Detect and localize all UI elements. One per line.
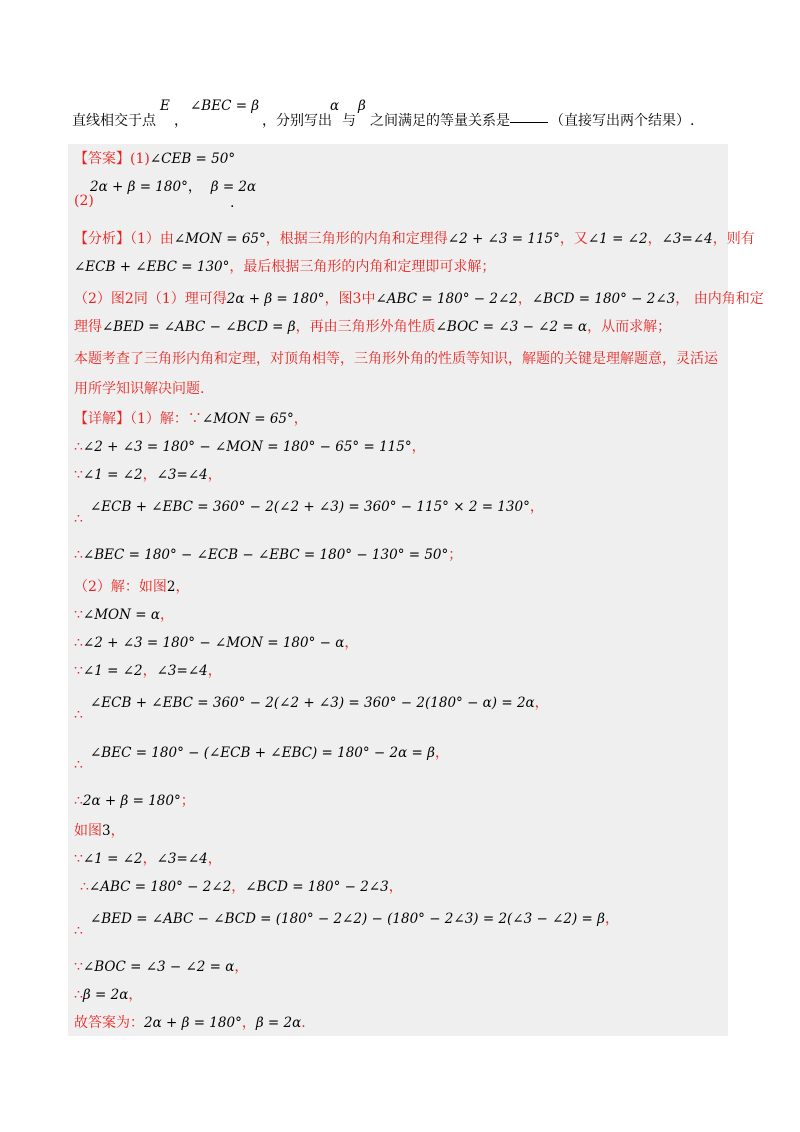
detail-text: ， — [207, 663, 222, 679]
detail-text: 如图 — [74, 823, 102, 839]
answer-label: 【答案】 — [74, 151, 130, 167]
therefore-symbol: ∴ — [74, 547, 83, 563]
detail-text: ， — [159, 607, 174, 623]
answer-line-1 — [74, 150, 235, 168]
analysis-math: ∠BED = ∠ABC − ∠BCD = β — [102, 319, 296, 335]
analysis-line-4 — [74, 318, 671, 336]
detail-line-13 — [80, 878, 403, 896]
analysis-math: ∠1 = ∠2 — [587, 231, 648, 247]
detail-text: ， — [231, 879, 246, 895]
detail-text: ， — [344, 635, 359, 651]
analysis-text: 理得 — [74, 319, 102, 335]
detail-math: ∠3=∠4 — [156, 663, 208, 679]
detail-line-4-math — [90, 498, 544, 516]
detail-math: β = 2α — [255, 1015, 302, 1031]
detail-math: ∠3=∠4 — [156, 467, 208, 483]
answer-blank — [510, 110, 548, 127]
because-symbol: ∵ — [74, 851, 83, 867]
figure-number: 2 — [166, 579, 176, 595]
therefore-symbol: ∴ — [74, 757, 83, 773]
question-line — [72, 96, 732, 136]
detail-text: ， — [529, 499, 544, 515]
point-e: E — [160, 98, 170, 114]
detail-line-11 — [74, 792, 195, 810]
final-answer-line — [74, 1014, 306, 1032]
analysis-text: （2）图2同（1）理可得 — [74, 291, 227, 307]
question-comma: ， — [174, 113, 188, 129]
question-text-5: （直接写出两个结果）. — [550, 113, 695, 129]
detail-text: ， — [142, 467, 157, 483]
detail-math: ∠ECB + ∠EBC = 360° − 2(∠2 + ∠3) = 360° − 115° × 2 = 130° — [90, 499, 530, 515]
detail-math: 2α + β = 180° — [82, 793, 181, 809]
figure-number: 3 — [102, 823, 111, 839]
analysis-text: ， — [647, 231, 662, 247]
detail-text: ， — [241, 1015, 256, 1031]
detail-line-10-math — [90, 744, 449, 762]
answer-part2-math-a: 2α + β = 180° — [90, 179, 188, 195]
detail-text: ， — [604, 911, 619, 927]
analysis-line-2 — [74, 258, 495, 276]
analysis-math: ∠BCD = 180° − 2∠3 — [531, 291, 676, 307]
analysis-label: 【分析】 — [74, 231, 130, 247]
detail-line-16 — [74, 986, 142, 1004]
detail-math: ∠BEC = 180° − (∠ECB + ∠EBC) = 180° − 2α = β — [90, 745, 435, 761]
detail-line-3 — [74, 466, 222, 484]
detail-math: ∠MON = 65° — [201, 411, 294, 427]
question-text-3: 与 — [342, 113, 356, 129]
analysis-text: ，再由三角形外角性质 — [295, 319, 436, 335]
detail-math: ∠1 = ∠2 — [82, 663, 143, 679]
analysis-text: ，根据三角形的内角和定理得 — [265, 231, 448, 247]
detail-math: ∠1 = ∠2 — [82, 851, 143, 867]
detail-math: ∠ABC = 180° − 2∠2 — [88, 879, 232, 895]
detail-math: ∠ECB + ∠EBC = 360° − 2(∠2 + ∠3) = 360° − 2(180° − α) = 2α — [90, 695, 535, 711]
detail-line-2 — [74, 438, 426, 456]
analysis-math: ∠ABC = 180° − 2∠2 — [375, 291, 518, 307]
analysis-line-3 — [74, 290, 764, 308]
because-symbol: ∵ — [74, 959, 83, 975]
analysis-math: ∠BOC = ∠3 − ∠2 = α — [435, 319, 588, 335]
detail-line-5 — [74, 546, 462, 564]
therefore-symbol: ∴ — [74, 987, 83, 1003]
detail-text: . — [301, 1015, 306, 1031]
analysis-text: ， 由内角和定 — [675, 291, 764, 307]
analysis-math: ∠2 + ∠3 = 115° — [447, 231, 560, 247]
detail-math: ∠1 = ∠2 — [82, 467, 143, 483]
question-text-2: ，分别写出 — [262, 113, 332, 129]
detail-text: ， — [434, 745, 449, 761]
detail-part3-heading — [74, 822, 125, 840]
detail-text: ， — [207, 851, 222, 867]
analysis-text: （1）由 — [130, 231, 174, 247]
detail-text: ， — [110, 823, 125, 839]
analysis-text: ，又 — [559, 231, 588, 247]
answer-part1-math: ∠CEB = 50° — [149, 151, 236, 167]
detail-line-6 — [74, 606, 174, 624]
detail-text: ， — [293, 411, 308, 427]
detail-line-1 — [74, 410, 308, 428]
detail-text: （1）解：∵ — [130, 411, 202, 427]
detail-math: ∠2 + ∠3 = 180° − ∠MON = 180° − α — [82, 635, 345, 651]
question-text-1: 直线相交于点 — [72, 113, 156, 129]
detail-math: 2α + β = 180° — [144, 1015, 242, 1031]
analysis-line-6: 用所学知识解决问题. — [74, 381, 205, 397]
detail-math: ∠BED = ∠ABC − ∠BCD = (180° − 2∠2) − (180° − 2∠3) = 2(∠3 − ∠2) = β — [90, 911, 605, 927]
detail-text: ， — [207, 467, 222, 483]
detail-line-12 — [74, 850, 222, 868]
therefore-symbol: ∴ — [74, 635, 83, 651]
detail-line-9-math — [90, 694, 549, 712]
detail-line-15 — [74, 958, 248, 976]
answer-part1-num: (1) — [130, 151, 150, 167]
therefore-symbol: ∴ — [74, 707, 83, 723]
therefore-symbol: ∴ — [74, 923, 83, 939]
detail-math: ∠BEC = 180° − ∠ECB − ∠EBC = 180° − 130° = 50° — [82, 547, 449, 563]
final-answer-label: 故答案为： — [74, 1015, 144, 1031]
therefore-symbol: ∴ — [74, 439, 83, 455]
analysis-text: ，最后根据三角形的内角和定理即可求解； — [229, 259, 496, 275]
detail-text: ； — [180, 793, 195, 809]
detail-math: ∠2 + ∠3 = 180° − ∠MON = 180° − 65° = 115° — [82, 439, 412, 455]
detail-text: ， — [175, 579, 190, 595]
detail-math: ∠3=∠4 — [156, 851, 208, 867]
therefore-symbol: ∴ — [80, 879, 89, 895]
detail-text: （2）解：如图 — [74, 579, 167, 595]
detail-label: 【详解】 — [74, 411, 130, 427]
detail-math: ∠MON = α — [82, 607, 160, 623]
detail-line-7 — [74, 634, 358, 652]
answer-part2-end: . — [230, 195, 235, 211]
analysis-math: ∠3=∠4 — [661, 231, 713, 247]
analysis-text: ， — [517, 291, 532, 307]
analysis-math: ∠ECB + ∠EBC = 130° — [74, 259, 230, 275]
answer-part2-math-b: β = 2α — [210, 179, 257, 195]
detail-math: β = 2α — [82, 987, 129, 1003]
analysis-math: ∠MON = 65° — [173, 231, 266, 247]
because-symbol: ∵ — [74, 467, 83, 483]
analysis-line-5: 本题考查了三角形内角和定理，对顶角相等，三角形外角的性质等知识，解题的关键是理解题意，灵活运 — [74, 351, 718, 367]
analysis-text: ，则有 — [712, 231, 755, 247]
detail-text: ， — [388, 879, 403, 895]
alpha-symbol: α — [330, 98, 340, 114]
because-symbol: ∵ — [74, 607, 83, 623]
analysis-text: ，图3中 — [324, 291, 376, 307]
detail-text: ， — [128, 987, 143, 1003]
beta-symbol: β — [358, 98, 366, 114]
therefore-symbol: ∴ — [74, 511, 83, 527]
angle-bec: ∠BEC = β — [190, 98, 260, 114]
analysis-line-1 — [74, 230, 755, 248]
detail-math: ∠BCD = 180° − 2∠3 — [245, 879, 389, 895]
detail-text: ， — [534, 695, 549, 711]
detail-text: ， — [411, 439, 426, 455]
analysis-math: 2α + β = 180° — [226, 291, 325, 307]
detail-text: ； — [448, 547, 463, 563]
detail-text: ， — [234, 959, 249, 975]
because-symbol: ∵ — [74, 663, 83, 679]
detail-text: ， — [142, 851, 157, 867]
question-text-4: 之间满足的等量关系是 — [370, 113, 510, 129]
analysis-text: ，从而求解； — [587, 319, 672, 335]
detail-line-8 — [74, 662, 222, 680]
detail-math: ∠BOC = ∠3 − ∠2 = α — [82, 959, 235, 975]
detail-part2-heading — [74, 578, 190, 596]
answer-part2-comma: ， — [187, 179, 202, 195]
therefore-symbol: ∴ — [74, 793, 83, 809]
answer-part2-num: (2) — [74, 193, 94, 209]
detail-text: ， — [142, 663, 157, 679]
detail-line-14-math — [90, 910, 619, 928]
